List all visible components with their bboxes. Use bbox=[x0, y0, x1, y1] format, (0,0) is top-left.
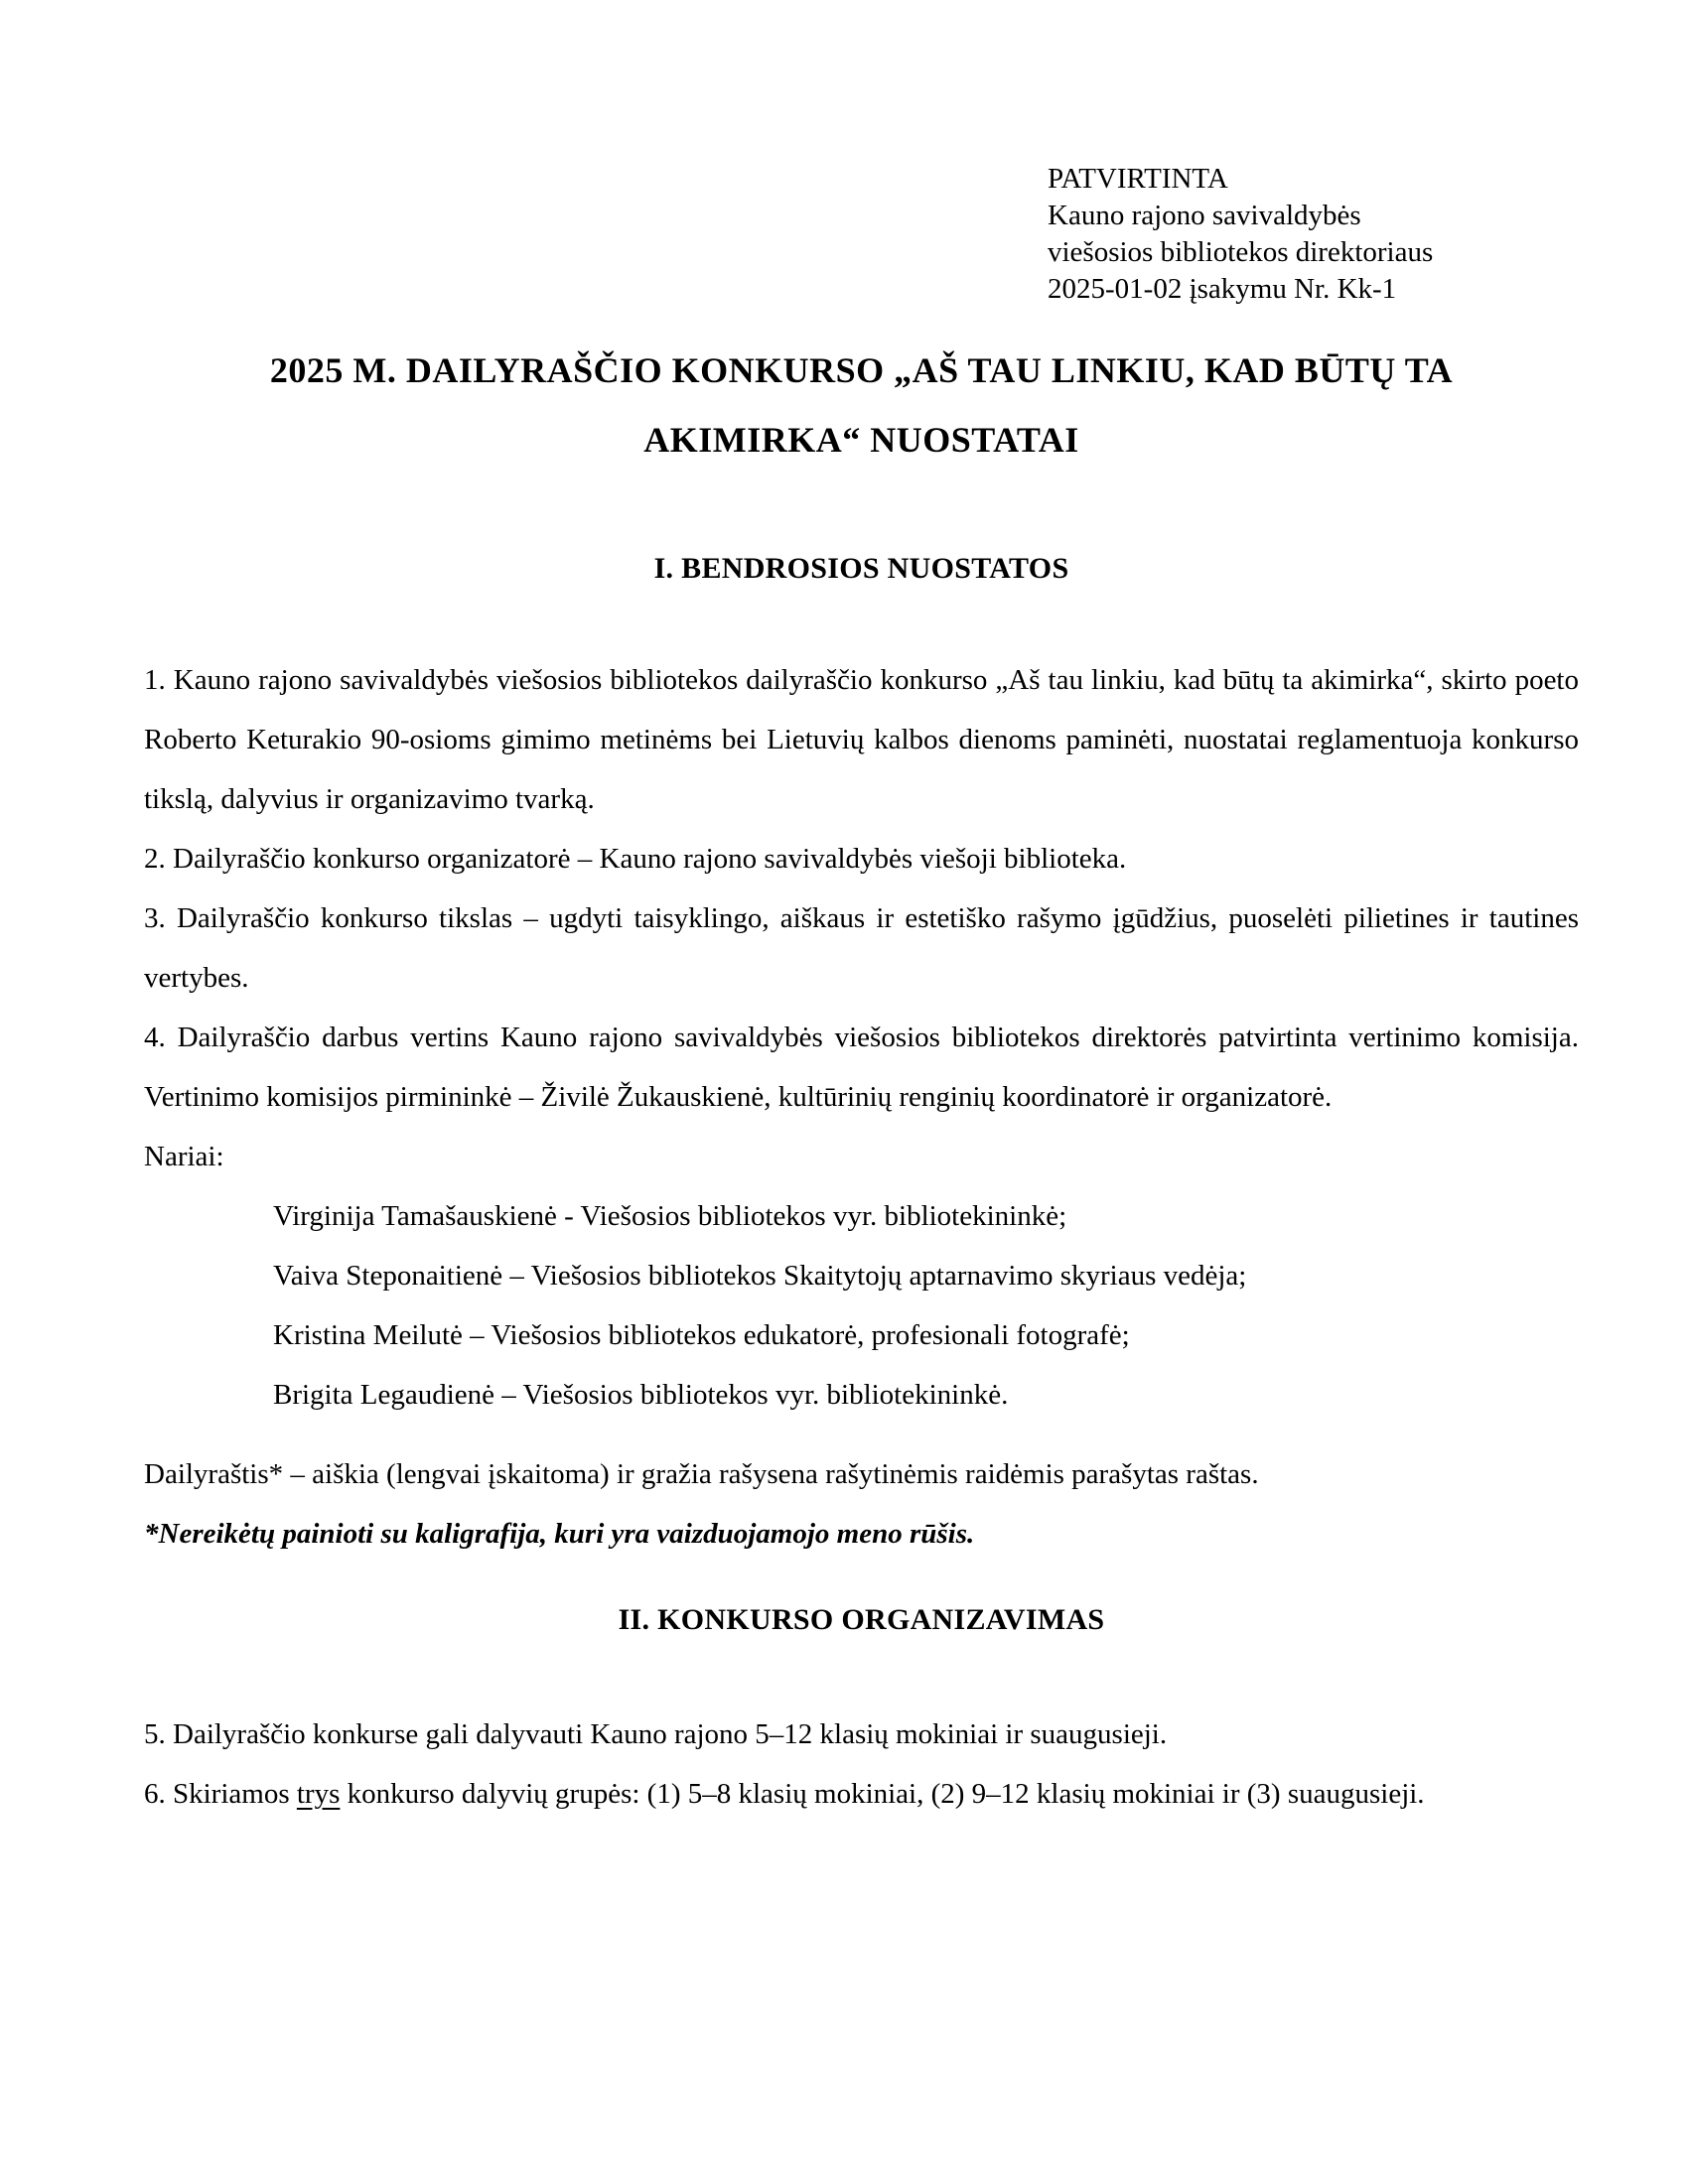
approval-line: 2025-01-02 įsakymu Nr. Kk-1 bbox=[1048, 273, 1397, 305]
paragraph-6-underlined-word: trys bbox=[296, 1778, 341, 1810]
paragraph-2: 2. Dailyraščio konkurso organizatorė – Kauno rajono savivaldybės viešoji biblioteka. bbox=[144, 843, 1127, 875]
section-heading-1: I. BENDROSIOS NUOSTATOS bbox=[653, 552, 1069, 585]
paragraph-6 bbox=[144, 1764, 1579, 1824]
paragraph-6-after: konkurso dalyvių grupės: (1) 5–8 klasių mokiniai, (2) 9–12 klasių mokiniai ir (3) suaugusieji. bbox=[340, 1778, 1425, 1810]
member-item-1: Virginija Tamašauskienė - Viešosios bibliotekos vyr. bibliotekininkė; bbox=[273, 1200, 1067, 1232]
member-item-4: Brigita Legaudienė – Viešosios bibliotekos vyr. bibliotekininkė. bbox=[273, 1379, 1009, 1411]
paragraph-4: 4. Dailyraščio darbus vertins Kauno rajono savivaldybės viešosios bibliotekos direktorės patvirtinta vertinimo komisija. Vertinimo komisijos pirmininkė – Živilė Žukauskienė, kultūrinių renginių koordinatorė ir organizatorė. bbox=[144, 1022, 1579, 1113]
document-title bbox=[144, 336, 1579, 475]
paragraph-1: 1. Kauno rajono savivaldybės viešosios bibliotekos dailyraščio konkurso „Aš tau linkiu, kad būtų ta akimirka“, skirto poeto Roberto Keturakio 90-osioms gimimo metinėms bei Lietuvių kalbos dienoms paminėti, nuostatai reglamentuoja konkurso tikslą, dalyvius ir organizavimo tvarką. bbox=[144, 664, 1579, 815]
member-item-2: Vaiva Steponaitienė – Viešosios bibliotekos Skaitytojų aptarnavimo skyriaus vedėja; bbox=[273, 1260, 1247, 1292]
paragraph-5: 5. Dailyraščio konkurse gali dalyvauti Kauno rajono 5–12 klasių mokiniai ir suaugusieji. bbox=[144, 1718, 1168, 1750]
approval-block bbox=[1048, 161, 1579, 308]
paragraph-3: 3. Dailyraščio konkurso tikslas – ugdyti taisyklingo, aiškaus ir estetiško rašymo įgūdžius, puoselėti pilietines ir tautines vertybes. bbox=[144, 902, 1579, 994]
document-title-line-1: 2025 M. DAILYRAŠČIO KONKURSO „AŠ TAU LINKIU, KAD BŪTŲ TA bbox=[269, 350, 1454, 390]
footnote-paragraph: *Nereikėtų painioti su kaligrafija, kuri yra vaizduojamojo meno rūšis. bbox=[144, 1518, 975, 1550]
approval-line: PATVIRTINTA bbox=[1048, 163, 1228, 195]
paragraph-6-before: 6. Skiriamos bbox=[144, 1778, 297, 1810]
members-label: Nariai: bbox=[144, 1141, 224, 1172]
section-heading-2: II. KONKURSO ORGANIZAVIMAS bbox=[618, 1603, 1105, 1636]
approval-line: viešosios bibliotekos direktoriaus bbox=[1048, 236, 1434, 268]
member-item-3: Kristina Meilutė – Viešosios bibliotekos edukatorė, profesionali fotografė; bbox=[273, 1319, 1130, 1351]
document-title-line-2: AKIMIRKA“ NUOSTATAI bbox=[643, 420, 1079, 460]
approval-line: Kauno rajono savivaldybės bbox=[1048, 200, 1361, 231]
definition-paragraph: Dailyraštis* – aiškia (lengvai įskaitoma) ir gražia rašysena rašytinėmis raidėmis parašytas raštas. bbox=[144, 1458, 1259, 1490]
